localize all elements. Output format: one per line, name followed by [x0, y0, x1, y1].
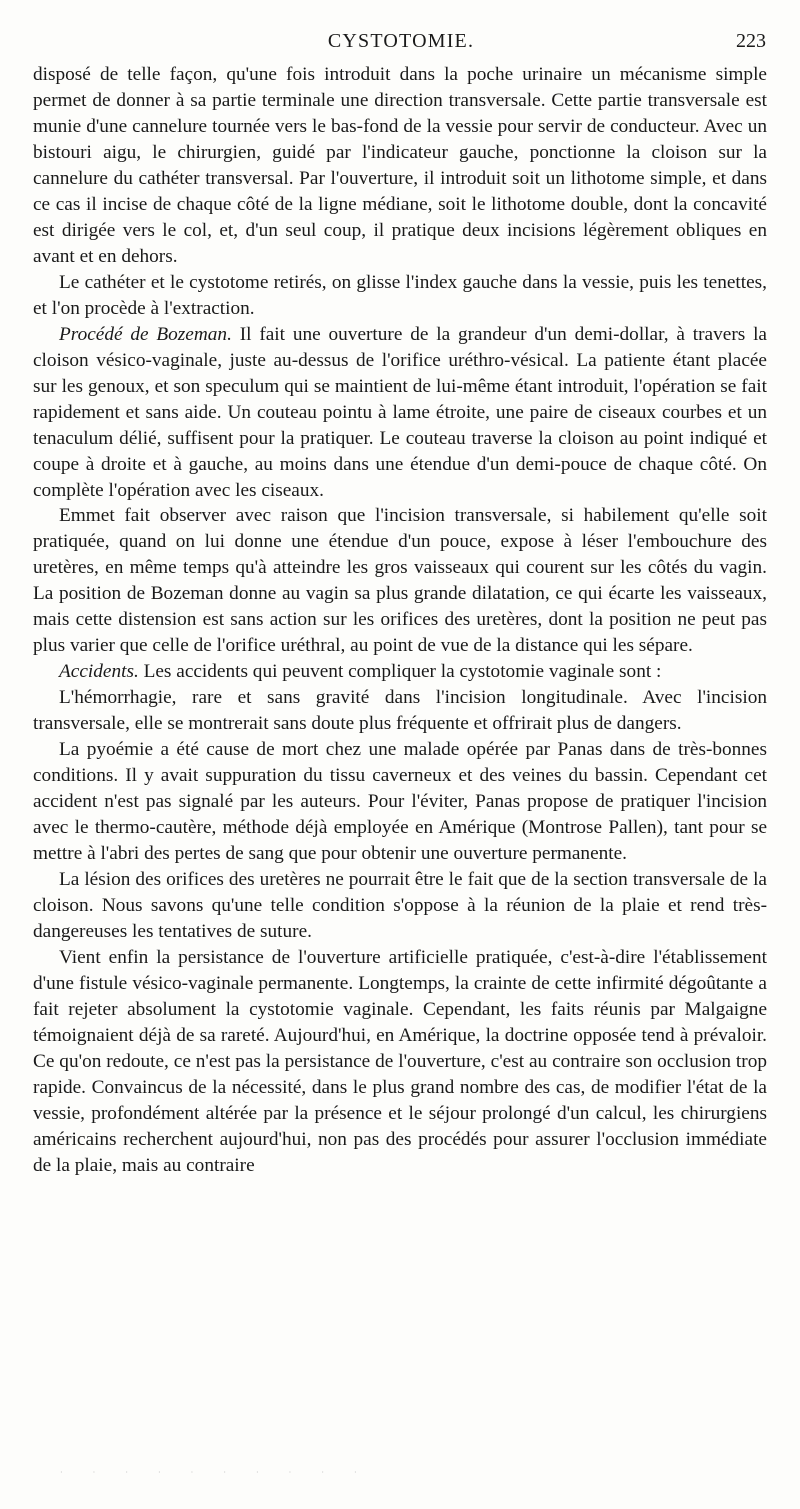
paragraph	[33, 503, 767, 659]
page-header	[36, 30, 766, 56]
paragraph-lead-italic: Accidents.	[59, 661, 139, 683]
paragraph-text: L'hémorrhagie, rare et sans gravité dans l'incision longitudinale. Avec l'incision transversale, elle se montrerait sans doute plus fréquente et offrirait plus de dangers.	[33, 687, 767, 735]
paragraph-text: La lésion des orifices des uretères ne pourrait être le fait que de la section transversale de la cloison. Nous savons qu'une telle condition s'oppose à la réunion de la plaie et rend très-dangereuses les tentatives de suture.	[33, 869, 767, 942]
paragraph	[33, 62, 767, 270]
running-title: CYSTOTOMIE.	[327, 30, 475, 52]
paragraph	[33, 685, 767, 737]
paragraph	[33, 867, 767, 945]
paragraph	[33, 322, 767, 504]
paragraph-text: Les accidents qui peuvent compliquer la cystotomie vaginale sont :	[138, 661, 662, 683]
paragraph-text: Il fait une ouverture de la grandeur d'un demi-dollar, à travers la cloison vésico-vaginale, juste au-dessus de l'orifice uréthro-vésical. La patiente étant placée sur les genoux, et son speculum qui se maintient de lui-même étant introduit, l'opération se fait rapidement et sans aide. Un couteau pointu à lame étroite, une paire de ciseaux courbes et un tenaculum délié, suffisent pour la pratiquer. Le couteau traverse la cloison au point indiqué et coupe à droite et à gauche, au moins dans une étendue d'un demi-pouce de chaque côté. On complète l'opération avec les ciseaux.	[33, 323, 767, 501]
paragraph	[33, 270, 767, 322]
page-number: 223	[736, 30, 766, 52]
body-text	[33, 62, 767, 1179]
paragraph	[33, 737, 767, 867]
paragraph	[33, 945, 767, 1179]
paragraph-text: Vient enfin la persistance de l'ouverture artificielle pratiquée, c'est-à-dire l'établissement d'une fistule vésico-vaginale permanente. Longtemps, la crainte de cette infirmité dégoûtante a fait rejeter absolument la cystotomie vaginale. Cependant, les faits réunis par Malgaigne témoignaient déjà de sa rareté. Aujourd'hui, en Amérique, la doctrine opposée tend à prévaloir. Ce qu'on redoute, ce n'est pas la persistance de l'ouverture, c'est au contraire son occlusion trop rapide. Convaincus de la nécessité, dans le plus grand nombre des cas, de modifier l'état de la vessie, profondément altérée par la présence et le séjour prolongé d'un calcul, les chirurgiens américains recherchent aujourd'hui, non pas des procédés pour assurer l'occlusion immédiate de la plaie, mais au contraire	[33, 946, 767, 1176]
scan-specks: · · · · · · · · · ·	[60, 1468, 371, 1477]
paragraph-lead-italic: Procédé de Bozeman.	[59, 323, 232, 345]
paragraph-text: disposé de telle façon, qu'une fois introduit dans la poche urinaire un mécanisme simple permet de donner à sa partie terminale une direction transversale. Cette partie transversale est munie d'une cannelure tournée vers le bas-fond de la vessie pour servir de conducteur. Avec un bistouri aigu, le chirurgien, guidé par l'indicateur gauche, ponctionne la cloison sur la cannelure du cathéter transversal. Par l'ouverture, il introduit soit un lithotome simple, et dans ce cas il incise de chaque côté de la ligne médiane, soit le lithotome double, dont la concavité est dirigée vers le col, et, d'un seul coup, il pratique deux incisions légèrement obliques en avant et en dehors.	[33, 64, 767, 267]
paragraph-text: La pyoémie a été cause de mort chez une malade opérée par Panas dans de très-bonnes conditions. Il y avait suppuration du tissu caverneux et des veines du bassin. Cependant cet accident n'est pas signalé par les auteurs. Pour l'éviter, Panas propose de pratiquer l'incision avec le thermo-cautère, méthode déjà employée en Amérique (Montrose Pallen), tant pour se mettre à l'abri des pertes de sang que pour obtenir une ouverture permanente.	[33, 739, 767, 865]
paragraph-text: Emmet fait observer avec raison que l'incision transversale, si habilement qu'elle soit pratiquée, quand on lui donne une étendue d'un pouce, expose à léser l'embouchure des uretères, en même temps qu'à atteindre les gros vaisseaux qui courent sur les côtés du vagin. La position de Bozeman donne au vagin sa plus grande dilatation, ce qui écarte les vaisseaux, mais cette distension est sans action sur les orifices des uretères, dont la position ne peut pas plus varier que celle de l'orifice uréthral, au point de vue de la distance qui les sépare.	[33, 505, 767, 657]
paragraph-text: Le cathéter et le cystotome retirés, on glisse l'index gauche dans la vessie, puis les tenettes, et l'on procède à l'extraction.	[33, 271, 767, 319]
paragraph	[33, 659, 767, 685]
